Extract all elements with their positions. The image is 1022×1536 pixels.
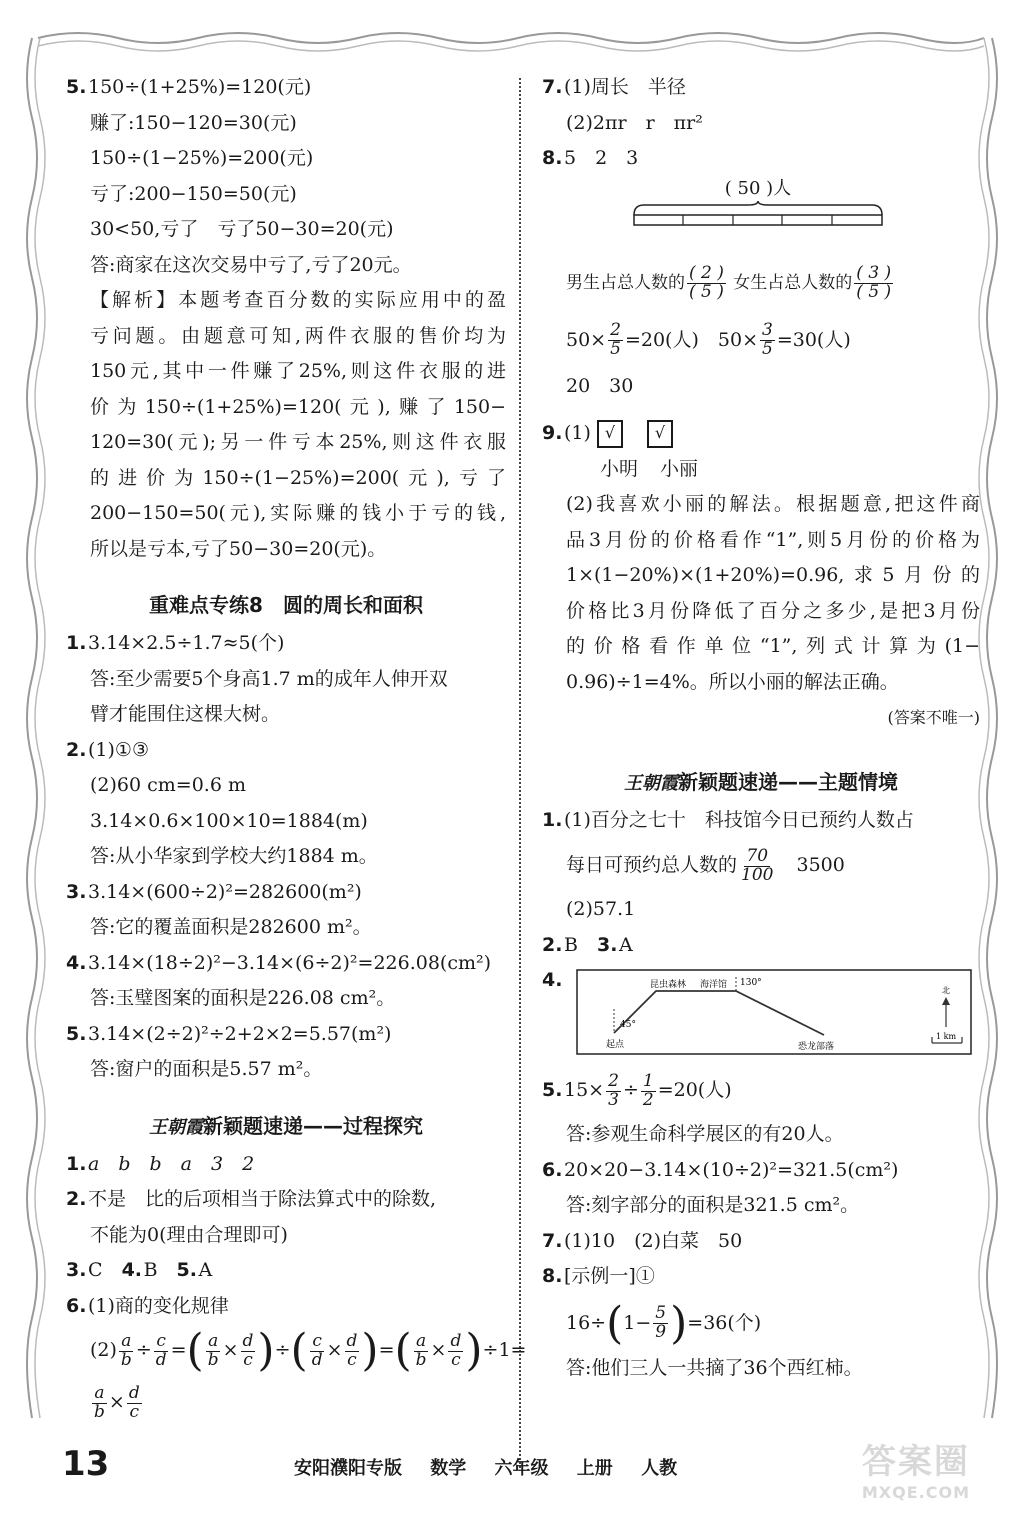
sp-q6: 6.(1)商的变化规律 <box>66 1294 229 1317</box>
t-q8-formula: 16÷(1− $\frac{5}{9}$ )=36(个) <box>566 1297 762 1349</box>
section-title-process: 王朝霞新颖题速递——过程探究 <box>149 1113 423 1138</box>
t-q1: 1.(1)百分之七十 科技馆今日已预约人数占 <box>542 808 914 831</box>
section-title-8: 重难点专练8 圆的周长和面积 <box>149 593 423 617</box>
t-q1-line2: 每日可预约总人数的 $\frac{70}{100}$ 3500 <box>566 845 845 885</box>
watermark: 答案圈 MXQE.COM <box>861 1442 970 1502</box>
total-label: ( 50 )人 <box>724 177 792 199</box>
analysis-line: 的进价为150÷(1−25%)=200(元),亏了 <box>90 466 506 489</box>
left-column <box>66 70 527 1428</box>
r-q9-text: 品3月份的价格看作“1”,则5月份的价格为 <box>566 528 980 551</box>
map-place-1: 昆虫森林 <box>650 980 687 990</box>
s8-q5-answer: 答:窗户的面积是5.57 m²。 <box>90 1058 323 1080</box>
q5-answer: 答:商家在这次交易中亏了,亏了20元。 <box>90 253 412 276</box>
s8-q3: 3.3.14×(600÷2)²=282600(m²) <box>66 880 362 903</box>
scale-label: 1 km <box>936 1032 957 1041</box>
t-q2-3: 2.B 3.A <box>542 933 633 956</box>
s8-q1: 1.3.14×2.5÷1.7≈5(个) <box>66 632 285 654</box>
sp-q2-line: 不能为0(理由合理即可) <box>90 1223 288 1246</box>
segment-diagram <box>630 177 886 255</box>
t-q6: 6.20×20−3.14×(10÷2)²=321.5(cm²) <box>542 1158 899 1181</box>
analysis-line: 150元,其中一件赚了25%,则这件衣服的进 <box>90 360 506 382</box>
ratio-labels: 男生占总人数的 $\frac{( 2 )}{( 5 )}$ 女生占总人数的 $\frac{( 3 )}{( 5 )}$ <box>566 262 892 302</box>
brand-logo: 王朝霞 <box>149 1116 203 1138</box>
q5-line3: 150÷(1−25%)=200(元) <box>90 147 314 169</box>
analysis-line: 亏问题。由题意可知,两件衣服的售价均为 <box>90 324 506 347</box>
map-place-2: 海洋馆 <box>700 980 728 990</box>
sp-q6-result: $\frac{a}{b}$ × $\frac{d}{c}$ <box>94 1382 140 1422</box>
analysis-line: 所以是亏本,亏了50−30=20(元)。 <box>90 537 387 560</box>
r-q9-names: 小明 小丽 <box>600 457 699 480</box>
s8-q4-answer: 答:玉璧图案的面积是226.08 cm²。 <box>90 987 396 1009</box>
r-q9-text: 的价格看作单位“1”,列式计算为(1− <box>566 635 980 657</box>
analysis-line: 200−150=50(元),实际赚的钱小于亏的钱, <box>90 502 506 524</box>
q5-line2: 赚了:150−120=30(元) <box>90 111 297 134</box>
brand-logo: 王朝霞 <box>624 772 678 794</box>
sp-q6-formula: (2) $\frac{a}{b}$ ÷ $\frac{c}{d}$ =( $\frac{a}{b}$ × $\frac{d}{c}$ )÷( $\frac{c}{d}$ × $\frac{d}{c}$ )=( $\frac{a}{b}$ × $\frac{d}{c}$ )÷1= <box>90 1325 527 1376</box>
r-q7-line2: (2)2πr r πr² <box>566 111 703 134</box>
r-q8-answer: 20 30 <box>566 374 634 397</box>
t-q8: 8.[示例一]① <box>542 1265 655 1287</box>
map-angle-1: 45° <box>620 1020 636 1030</box>
brace-bar <box>630 201 886 231</box>
column-divider <box>519 78 521 1468</box>
check-box: √ <box>647 420 673 448</box>
r-q9-text: 价格比3月份降低了百分之多少,是把3月份 <box>566 599 980 622</box>
s8-q2-answer: 答:从小华家到学校大约1884 m。 <box>90 845 378 867</box>
s8-q2: 2.(1)①③ <box>66 738 149 761</box>
s8-q3-answer: 答:它的覆盖面积是282600 m²。 <box>90 916 372 938</box>
footer-edition: 安阳濮阳专版 数学 六年级 上册 人教 <box>294 1458 678 1479</box>
r-q9-text: 0.96)÷1=4%。所以小丽的解法正确。 <box>566 670 899 693</box>
r-q9-text: 1×(1−20%)×(1+20%)=0.96,求5月份的 <box>566 564 980 586</box>
s8-q1-answer: 臂才能围住这棵大树。 <box>90 703 281 725</box>
q5-line4: 亏了:200−150=50(元) <box>90 182 297 205</box>
s8-q5: 5.3.14×(2÷2)²÷2+2×2=5.57(m²) <box>66 1022 392 1045</box>
t-q8-answer: 答:他们三人一共摘了36个西红柿。 <box>566 1356 863 1379</box>
q5-line5: 30<50,亏了 亏了50−30=20(元) <box>90 218 394 240</box>
ratio-calc: 50× $\frac{2}{5}$ =20(人) 50× $\frac{3}{5}$ =30(人) <box>566 320 851 359</box>
page-footer <box>62 1442 982 1502</box>
s8-q2-line: (2)60 cm=0.6 m <box>90 774 246 796</box>
north-label: 北 <box>942 986 950 995</box>
right-column <box>542 70 980 1386</box>
r-q8: 8.5 2 3 <box>542 147 639 169</box>
section-title-theme: 王朝霞新颖题速递——主题情境 <box>624 769 898 794</box>
t-q5: 5.15× $\frac{2}{3}$ ÷ $\frac{1}{2}$ =20(人) <box>542 1070 732 1110</box>
r-q7: 7.(1)周长 半径 <box>542 76 686 98</box>
t-q7: 7.(1)10 (2)白菜 50 <box>542 1229 743 1252</box>
route-map <box>576 969 972 1055</box>
sp-q1: 1.a b b a 3 2 <box>66 1152 255 1175</box>
r-q9-note: (答案不唯一) <box>887 708 980 727</box>
map-angle-2: 130° <box>740 978 762 988</box>
s8-q4: 4.3.14×(18÷2)²−3.14×(6÷2)²=226.08(cm²) <box>66 951 492 974</box>
sp-q3-5: 3.C 4.B 5.A <box>66 1259 213 1281</box>
t-q6-answer: 答:刻字部分的面积是321.5 cm²。 <box>566 1194 860 1216</box>
s8-q2-line: 3.14×0.6×100×10=1884(m) <box>90 809 368 832</box>
analysis-line: 【解析】本题考查百分数的实际应用中的盈 <box>90 289 506 311</box>
t-q1-line3: (2)57.1 <box>566 898 636 920</box>
r-q9-text: (2)我喜欢小丽的解法。根据题意,把这件商 <box>566 493 980 515</box>
analysis-line: 价为150÷(1+25%)=120(元),赚了150− <box>90 395 506 418</box>
map-start-label: 起点 <box>606 1040 625 1050</box>
check-box: √ <box>597 420 623 448</box>
r-q9: 9.(1) √ √ <box>542 416 980 452</box>
map-place-3: 恐龙部落 <box>798 1042 835 1052</box>
t-q5-answer: 答:参观生命科学展区的有20人。 <box>566 1123 844 1145</box>
sp-q2: 2.不是 比的后项相当于除法算式中的除数, <box>66 1188 437 1210</box>
s8-q1-answer: 答:至少需要5个身高1.7 m的成年人伸开双 <box>90 667 448 690</box>
page-number: 13 <box>62 1444 110 1484</box>
analysis-line: 120=30(元);另一件亏本25%,则这件衣服 <box>90 431 506 453</box>
t-q4: 4. 起点 45° 昆虫森林 海洋馆 130° 恐龙部落 北 1 km <box>542 963 980 1057</box>
q5-line1: 5.150÷(1+25%)=120(元) <box>66 76 312 98</box>
